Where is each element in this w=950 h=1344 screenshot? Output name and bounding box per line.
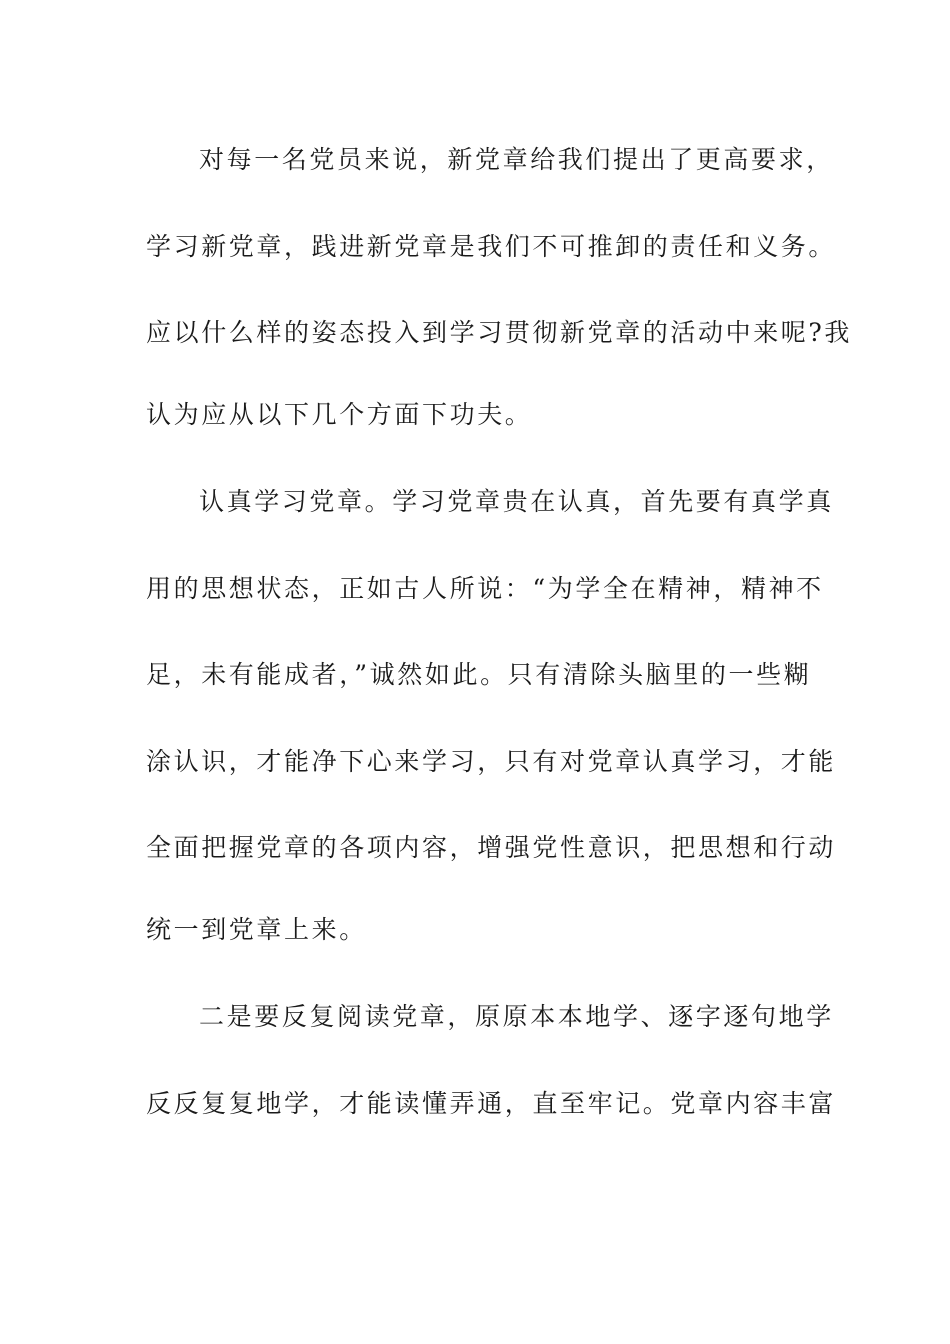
paragraph-2-line-1: 认真学习党章。学习党章贵在认真，首先要有真学真: [199, 487, 834, 516]
paragraph-3-line-2: 反反复复地学，才能读懂弄通，直至牢记。党章内容丰富: [146, 1089, 837, 1118]
paragraph-1-line-1: 对每一名党员来说，新党章给我们提出了更高要求，: [199, 145, 834, 174]
paragraph-2-line-2: 用的思想状态，正如古人所说：“为学全在精神，精神不: [146, 574, 824, 603]
paragraph-1-line-3: 应以什么样的姿态投入到学习贯彻新党章的活动中来呢?我: [146, 318, 853, 347]
paragraph-2-line-5: 全面把握党章的各项内容，增强党性意识，把思想和行动: [146, 833, 837, 862]
paragraph-2-line-4: 涂认识，才能净下心来学习，只有对党章认真学习，才能: [146, 747, 837, 776]
paragraph-2-line-3: 足，未有能成者，”诚然如此。只有清除头脑里的一些糊: [146, 660, 812, 689]
paragraph-1-line-4: 认为应从以下几个方面下功夫。: [146, 400, 533, 429]
paragraph-1-line-2: 学习新党章，践进新党章是我们不可推卸的责任和义务。: [146, 232, 837, 261]
paragraph-3-line-1: 二是要反复阅读党章，原原本本地学、逐字逐句地学: [199, 1002, 834, 1031]
paragraph-2-line-6: 统一到党章上来。: [146, 915, 367, 944]
